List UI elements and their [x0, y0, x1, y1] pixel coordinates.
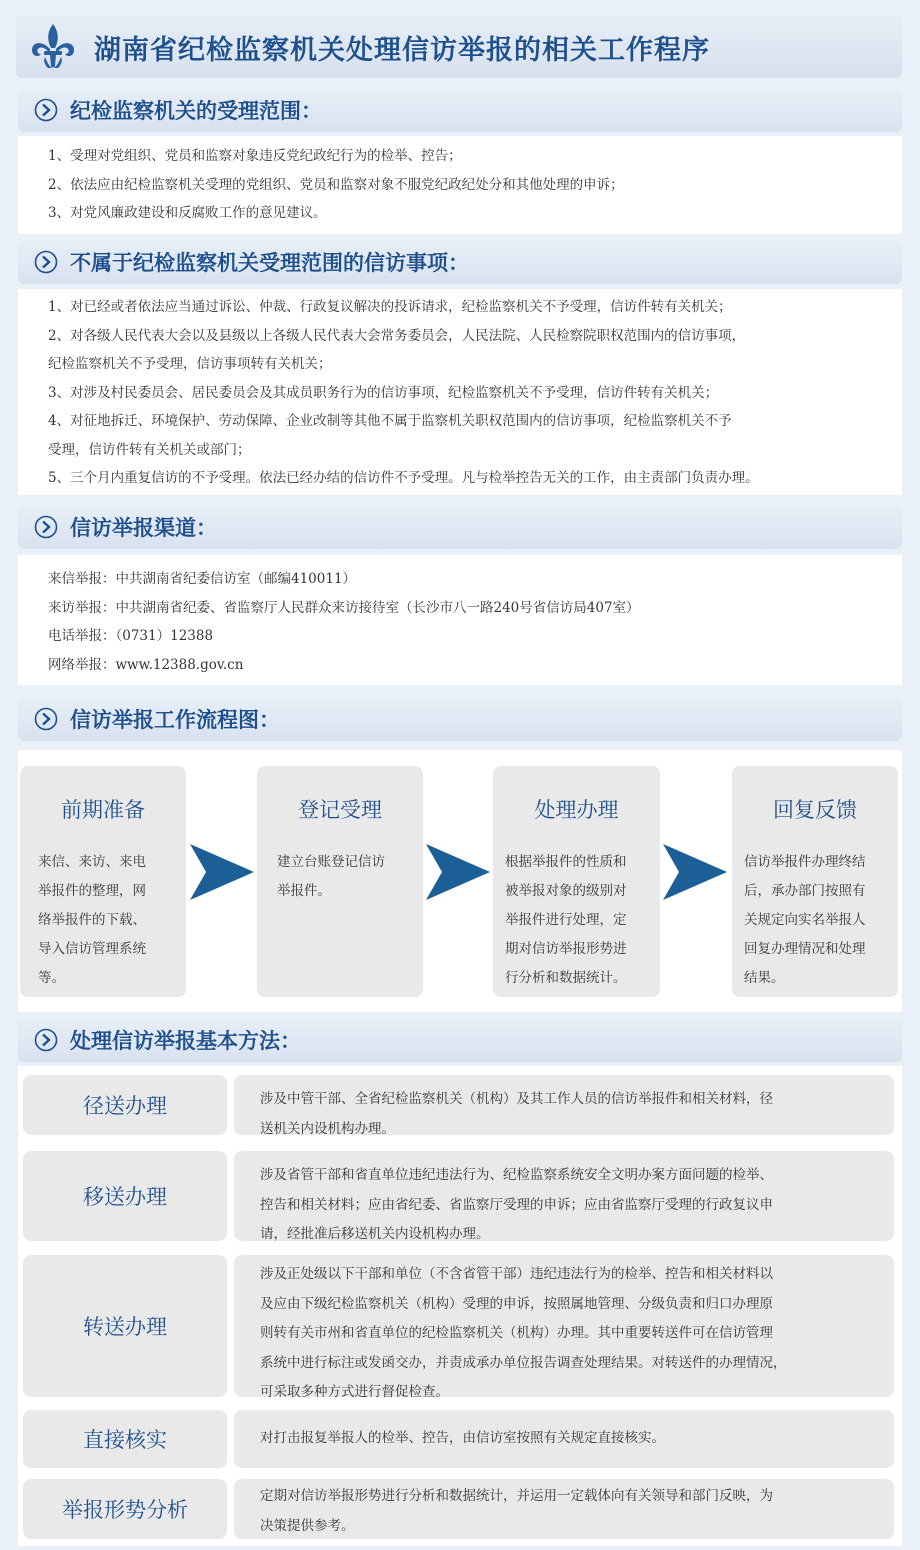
flow-step-prepare	[20, 766, 186, 997]
flow-step-register	[257, 766, 423, 997]
section-title-flow: 信访举报工作流程图：	[70, 708, 280, 732]
chevron-arrow-icon	[188, 842, 256, 902]
list-item: 3、对党风廉政建设和反腐败工作的意见建议。	[48, 205, 327, 221]
method-label: 举报形势分析	[23, 1479, 227, 1539]
method-label: 直接核实	[23, 1410, 227, 1468]
flow-step-text: 根据举报件的性质和 被举报对象的级别对 举报件进行处理，定 期对信访举报形势进 行分析和数据统计。	[505, 854, 627, 986]
flow-chart	[18, 750, 902, 1012]
flow-step-title: 前期准备	[61, 798, 145, 822]
section-body-scope	[18, 136, 902, 234]
flow-step-text: 建立台账登记信访 举报件。	[277, 854, 385, 899]
method-description: 涉及正处级以下干部和单位（不含省管干部）违纪违法行为的检举、控告和相关材料以 及应由下级纪检监察机关（机构）受理的申诉，按照属地管理、分级负责和归口办理原 则转有关市州和省直单位的纪检监察机关（机构）办理。其中重要转送件可在信访管理 系统中进行标注或发函交办，并责成承办单位报告调查处理结果。对转送件的办理情况， 可采取多种方式进行督促检查。	[234, 1255, 894, 1397]
section-header-channels	[18, 505, 902, 549]
circle-arrow-icon	[34, 250, 58, 274]
flow-step-title: 登记受理	[298, 798, 382, 822]
method-label: 移送办理	[23, 1151, 227, 1241]
flow-step-text: 来信、来访、来电 举报件的整理，网 络举报件的下载、 导入信访管理系统 等。	[38, 854, 146, 986]
chevron-arrow-icon	[424, 842, 492, 902]
section-header-excluded	[18, 240, 902, 284]
channel-visit: 来访举报：中共湖南省纪委、省监察厅人民群众来访接待室（长沙市八一路240号省信访局407室）	[48, 599, 640, 616]
circle-arrow-icon	[34, 1028, 58, 1052]
list-item: 1、对已经或者依法应当通过诉讼、仲裁、行政复议解决的投诉请求，纪检监察机关不予受理，信访件转有关机关；	[48, 299, 732, 315]
flow-step-text: 信访举报件办理终结 后，承办部门按照有 关规定向实名举报人 回复办理情况和处理 结果。	[744, 854, 866, 986]
method-description: 定期对信访举报形势进行分析和数据统计，并运用一定载体向有关领导和部门反映，为 决策提供参考。	[234, 1479, 894, 1539]
title-banner	[16, 16, 902, 78]
list-item: 2、依法应由纪检监察机关受理的党组织、党员和监察对象不服党纪政纪处分和其他处理的申诉；	[48, 176, 624, 193]
list-item: 1、受理对党组织、党员和监察对象违反党纪政纪行为的检举、控告；	[48, 148, 462, 164]
section-title-excluded: 不属于纪检监察机关受理范围的信访事项：	[70, 251, 469, 275]
channel-phone: 电话举报：（0731）12388	[48, 628, 214, 644]
section-header-methods	[18, 1018, 902, 1062]
method-label: 转送办理	[23, 1255, 227, 1397]
flow-step-handle	[493, 766, 660, 997]
section-title-methods: 处理信访举报基本方法：	[70, 1029, 301, 1053]
method-description: 涉及中管干部、全省纪检监察机关（机构）及其工作人员的信访举报件和相关材料，径 送机关内设机构办理。	[234, 1075, 894, 1135]
circle-arrow-icon	[34, 707, 58, 731]
section-header-flow	[18, 697, 902, 741]
list-item: 3、对涉及村民委员会、居民委员会及其成员职务行为的信访事项，纪检监察机关不予受理，信访件转有关机关；	[48, 384, 719, 401]
section-header-scope	[18, 88, 902, 132]
method-description: 涉及省管干部和省直单位违纪违法行为、纪检监察系统安全文明办案方面问题的检举、 控告和相关材料；应由省纪委、省监察厅受理的申诉；应由省监察厅受理的行政复议申 请，经批准后移送机关内设机构办理。	[234, 1151, 894, 1241]
method-label: 径送办理	[23, 1075, 227, 1135]
list-item: 4、对征地拆迁、环境保护、劳动保障、企业改制等其他不属于监察机关职权范围内的信访事项，纪检监察机关不予	[48, 413, 732, 429]
flow-step-feedback	[732, 766, 898, 997]
flow-step-title: 处理办理	[534, 798, 619, 822]
channel-letter: 来信举报：中共湖南省纪委信访室（邮编410011）	[48, 571, 357, 587]
section-title-channels: 信访举报渠道：	[70, 516, 217, 540]
fleur-de-lis-icon	[28, 22, 78, 72]
flow-step-title: 回复反馈	[773, 798, 857, 822]
circle-arrow-icon	[34, 98, 58, 122]
section-body-excluded	[18, 289, 902, 495]
list-item: 5、三个月内重复信访的不予受理。依法已经办结的信访件不予受理。凡与检举控告无关的工作，由主责部门负责办理。	[48, 470, 759, 486]
section-body-channels	[18, 555, 902, 685]
list-item: 2、对各级人民代表大会以及县级以上各级人民代表大会常务委员会，人民法院、人民检察院职权范围内的信访事项，	[48, 327, 746, 344]
section-title-scope: 纪检监察机关的受理范围：	[70, 99, 322, 123]
list-item: 受理，信访件转有关机关或部门；	[48, 441, 251, 458]
circle-arrow-icon	[34, 515, 58, 539]
page-title: 湖南省纪检监察机关处理信访举报的相关工作程序	[94, 35, 710, 66]
chevron-arrow-icon	[661, 842, 729, 902]
methods-table	[18, 1066, 902, 1546]
list-item: 纪检监察机关不予受理，信访事项转有关机关；	[48, 356, 332, 372]
channel-web: 网络举报：www.12388.gov.cn	[48, 656, 244, 673]
method-description: 对打击报复举报人的检举、控告，由信访室按照有关规定直接核实。	[234, 1410, 894, 1468]
